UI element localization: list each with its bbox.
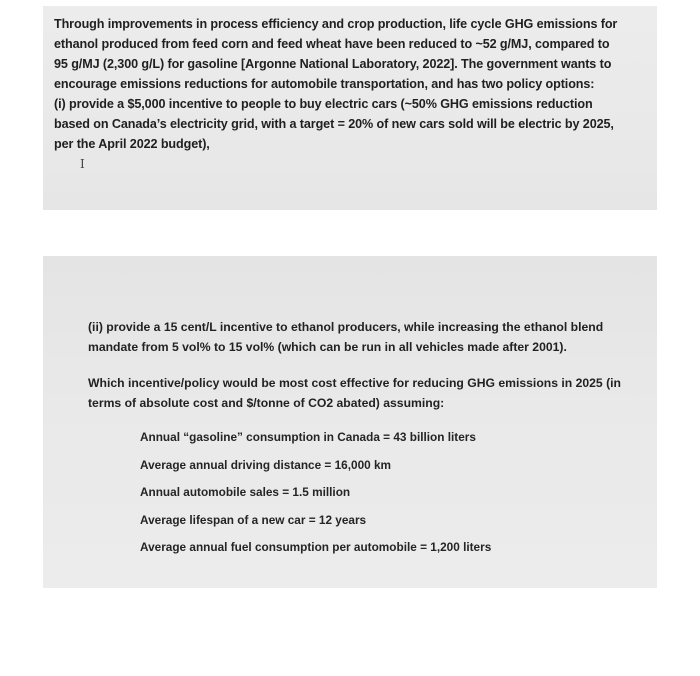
text-cursor-icon: I — [80, 157, 85, 171]
question-line: terms of absolute cost and $/tonne of CO2 abated) assuming: — [88, 396, 445, 410]
question-paragraph — [88, 373, 621, 413]
question-line: Which incentive/policy would be most cost effective for reducing GHG emissions in 2025 (in — [88, 376, 621, 390]
option-i-line: based on Canada’s electricity grid, with a target = 20% of new cars sold will be electric by 2025, — [54, 117, 614, 131]
intro-line: encourage emissions reductions for automobile transportation, and has two policy options: — [54, 77, 595, 91]
intro-line: ethanol produced from feed corn and feed wheat have been reduced to ~52 g/MJ, compared to — [54, 37, 610, 51]
assumptions-list — [140, 428, 491, 566]
intro-line: Through improvements in process efficiency and crop production, life cycle GHG emissions for — [54, 17, 618, 31]
option-ii-line: mandate from 5 vol% to 15 vol% (which can be run in all vehicles made after 2001). — [88, 340, 567, 354]
top-document-photo — [43, 6, 657, 210]
option-i-line: (i) provide a $5,000 incentive to people to buy electric cars (~50% GHG emissions reduction — [54, 97, 593, 111]
assumption-gasoline-consumption: Annual “gasoline” consumption in Canada = 43 billion liters — [140, 430, 476, 444]
assumption-driving-distance: Average annual driving distance = 16,000 km — [140, 457, 392, 472]
assumption-auto-sales: Annual automobile sales = 1.5 million — [140, 485, 351, 499]
intro-paragraph — [54, 14, 645, 174]
option-i-line-last — [54, 134, 645, 174]
bottom-document-photo — [43, 256, 657, 588]
option-ii-line: (ii) provide a 15 cent/L incentive to ethanol producers, while increasing the ethanol blend — [88, 320, 604, 334]
assumption-fuel-consumption: Average annual fuel consumption per automobile = 1,200 liters — [140, 540, 492, 554]
intro-line: 95 g/MJ (2,300 g/L) for gasoline [Argonne National Laboratory, 2022]. The government wants to — [54, 57, 612, 71]
option-ii-paragraph — [88, 317, 603, 357]
assumption-car-lifespan: Average lifespan of a new car = 12 years — [140, 512, 367, 527]
option-i-text: per the April 2022 budget), — [54, 137, 210, 151]
